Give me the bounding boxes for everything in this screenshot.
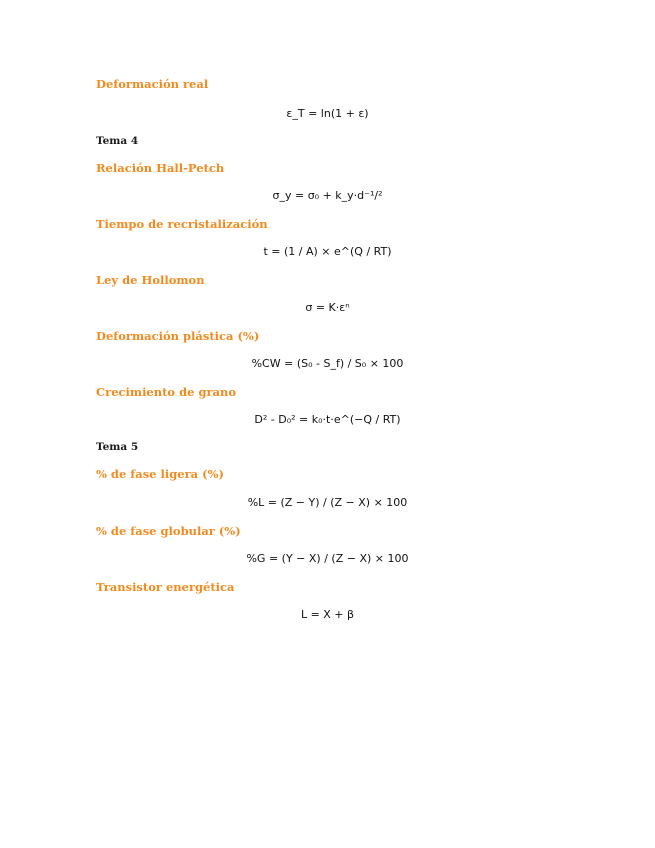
- formula-recrystallization-time: t = (1 / A) × e^(Q / RT): [263, 245, 392, 258]
- heading-crecimiento-grano: Crecimiento de grano: [96, 385, 237, 399]
- formula-light-phase: %L = (Z − Y) / (Z − X) × 100: [247, 496, 408, 509]
- formula-cold-work: %CW = (S₀ - S_f) / S₀ × 100: [251, 357, 404, 370]
- heading-transistor-energetica: Transistor energética: [96, 580, 235, 594]
- formula-hollomon: σ = K·εⁿ: [305, 301, 350, 314]
- formula-transistor: L = X + β: [300, 608, 355, 621]
- heading-fase-ligera: % de fase ligera (%): [96, 467, 224, 481]
- heading-hall-petch: Relación Hall-Petch: [96, 161, 225, 175]
- heading-tiempo-recristalizacion: Tiempo de recristalización: [96, 217, 268, 231]
- heading-deformacion-plastica: Deformación plástica (%): [96, 329, 260, 343]
- heading-tema-5: Tema 5: [96, 441, 139, 453]
- formula-hall-petch: σ_y = σ₀ + k_y·d⁻¹/²: [272, 189, 383, 202]
- formula-true-strain: ε_T = ln(1 + ε): [286, 107, 369, 120]
- heading-tema-4: Tema 4: [96, 135, 139, 147]
- formula-globular-phase: %G = (Y − X) / (Z − X) × 100: [246, 552, 409, 565]
- formula-grain-growth: D² - D₀² = k₀·t·e^(−Q / RT): [254, 413, 401, 426]
- heading-ley-hollomon: Ley de Hollomon: [96, 273, 205, 287]
- heading-fase-globular: % de fase globular (%): [96, 524, 241, 538]
- heading-deformacion-real: Deformación real: [96, 77, 209, 91]
